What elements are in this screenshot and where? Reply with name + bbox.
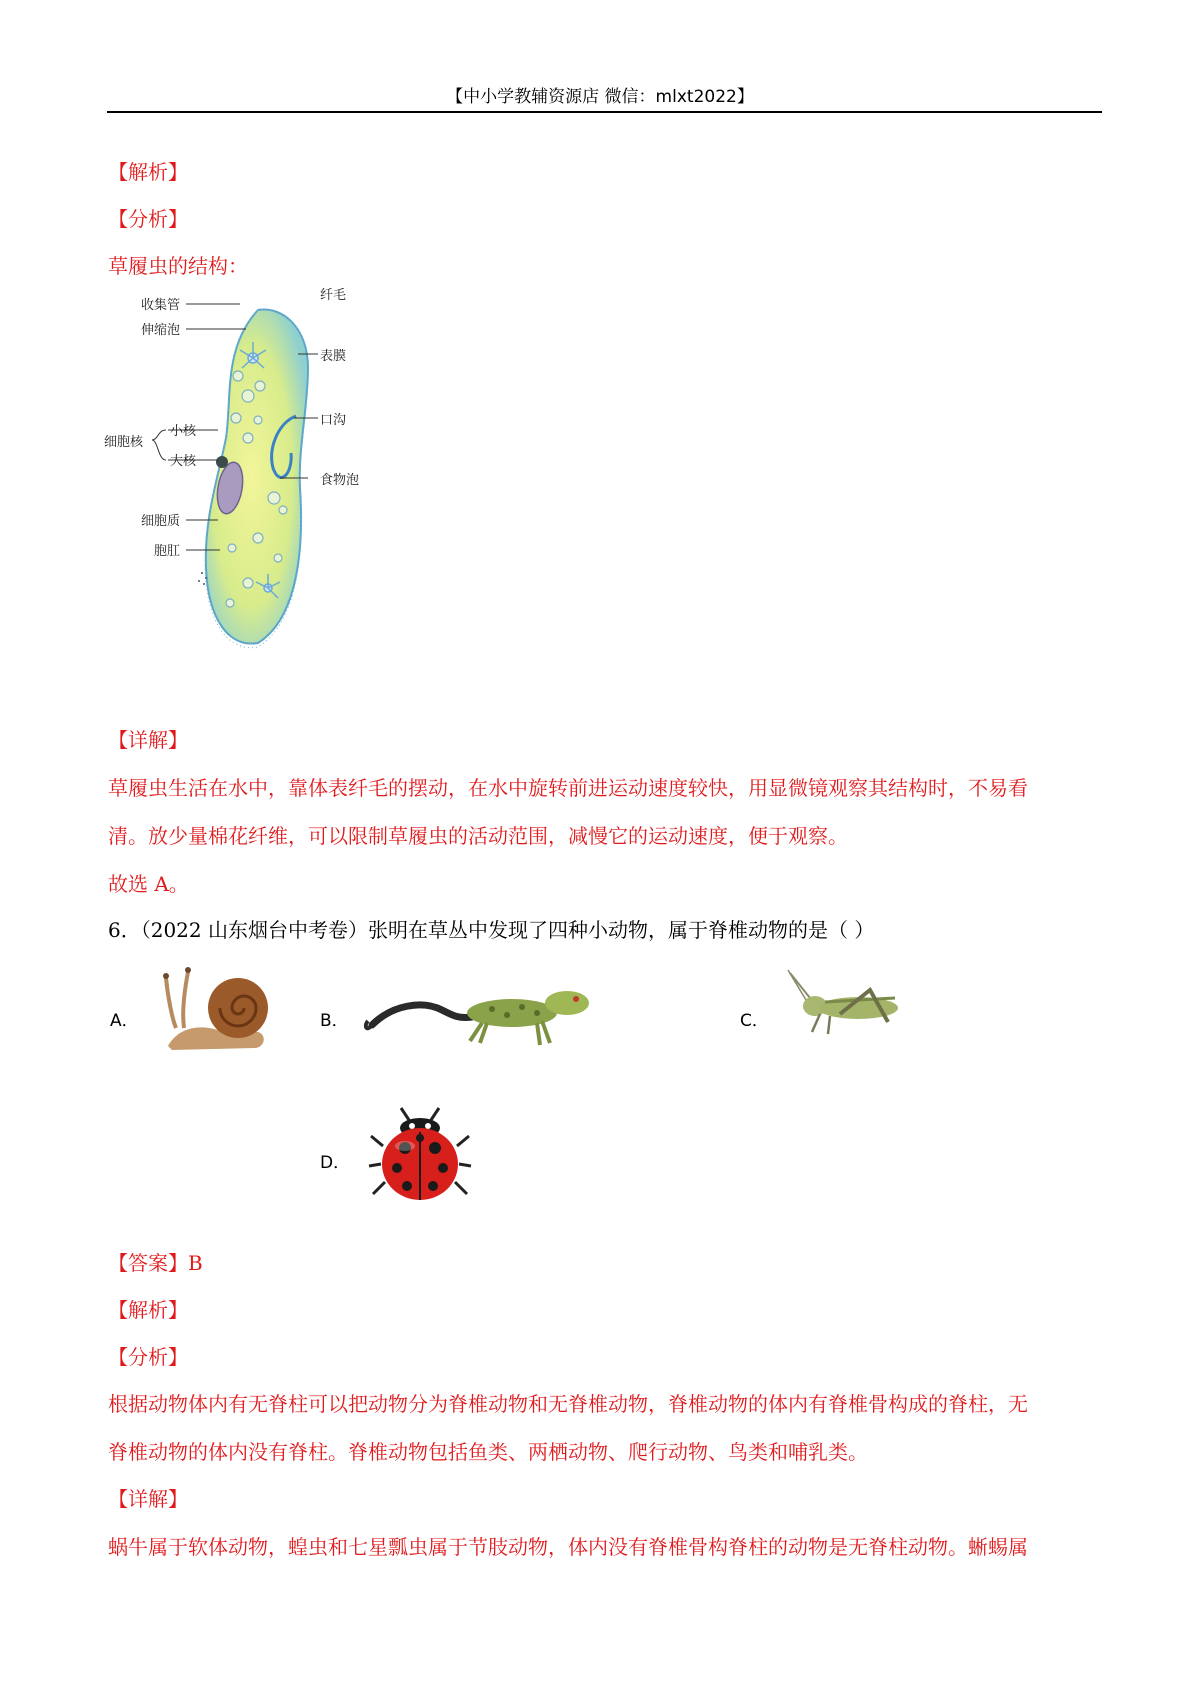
analysis-line-1: 根据动物体内有无脊柱可以把动物分为脊椎动物和无脊椎动物，脊椎动物的体内有脊椎骨构成的脊柱，无 [108,1392,1028,1416]
xiangjie-heading: 【详解】 [108,728,188,752]
label-xianmao: 纤毛 [320,288,347,303]
question-6-stem: 6．（2022 山东烟台中考卷）张明在草丛中发现了四种小动物，属于脊椎动物的是（ ） [108,918,875,942]
label-dahe: 大核 [170,454,197,469]
option-d-label: D． [320,1153,351,1173]
header-rule [107,111,1102,113]
detail-line-1: 草履虫生活在水中，靠体表纤毛的摆动，在水中旋转前进运动速度较快，用显微镜观察其结构时，不易看 [108,776,1028,800]
lizard-icon [362,975,602,1055]
option-d-image [365,1106,475,1210]
option-c-label: C． [740,1011,769,1031]
detail-line-3: 蜗牛属于软体动物，蝗虫和七星瓢虫属于节肢动物，体内没有脊椎骨构脊柱的动物是无脊柱动物。蜥蜴属 [108,1535,1028,1559]
option-b-label: B． [320,1011,349,1031]
fenxi-heading-2: 【分析】 [108,1345,188,1369]
answer-choice: 故选 A。 [108,872,189,896]
paramecium-icon [108,298,408,653]
fenxi-heading: 【分析】 [108,207,188,231]
xiangjie-heading-2: 【详解】 [108,1487,188,1511]
jiexi-heading: 【解析】 [108,160,188,184]
ladybug-icon [365,1106,475,1206]
label-baogang: 胞肛 [154,544,181,559]
structure-title: 草履虫的结构： [108,254,248,278]
label-kougou: 口沟 [320,413,347,428]
detail-line-2: 清。放少量棉花纤维，可以限制草履虫的活动范围，减慢它的运动速度，便于观察。 [108,824,848,848]
option-c-image [780,968,905,1052]
label-xiaohe: 小核 [170,424,197,439]
analysis-line-2: 脊椎动物的体内没有脊柱。脊椎动物包括鱼类、两栖动物、爬行动物、鸟类和哺乳类。 [108,1440,868,1464]
jiexi-heading-2: 【解析】 [108,1298,188,1322]
answer-heading: 【答案】B [108,1251,203,1275]
option-a-image [158,958,273,1062]
snail-icon [158,958,273,1058]
label-shensuopao: 伸缩泡 [141,323,181,338]
page-header: 【中小学教辅资源店 微信：mlxt2022】 [446,87,754,107]
label-biaomo: 表膜 [320,349,347,364]
label-shiwupao: 食物泡 [320,473,360,488]
option-b-image [362,975,602,1059]
option-a-label: A． [110,1011,139,1031]
label-xibaohe: 细胞核 [104,435,144,450]
label-xibaozhi: 细胞质 [141,514,181,529]
grasshopper-icon [780,968,905,1048]
label-shoujiguan: 收集管 [141,298,181,313]
paramecium-diagram [104,288,408,653]
